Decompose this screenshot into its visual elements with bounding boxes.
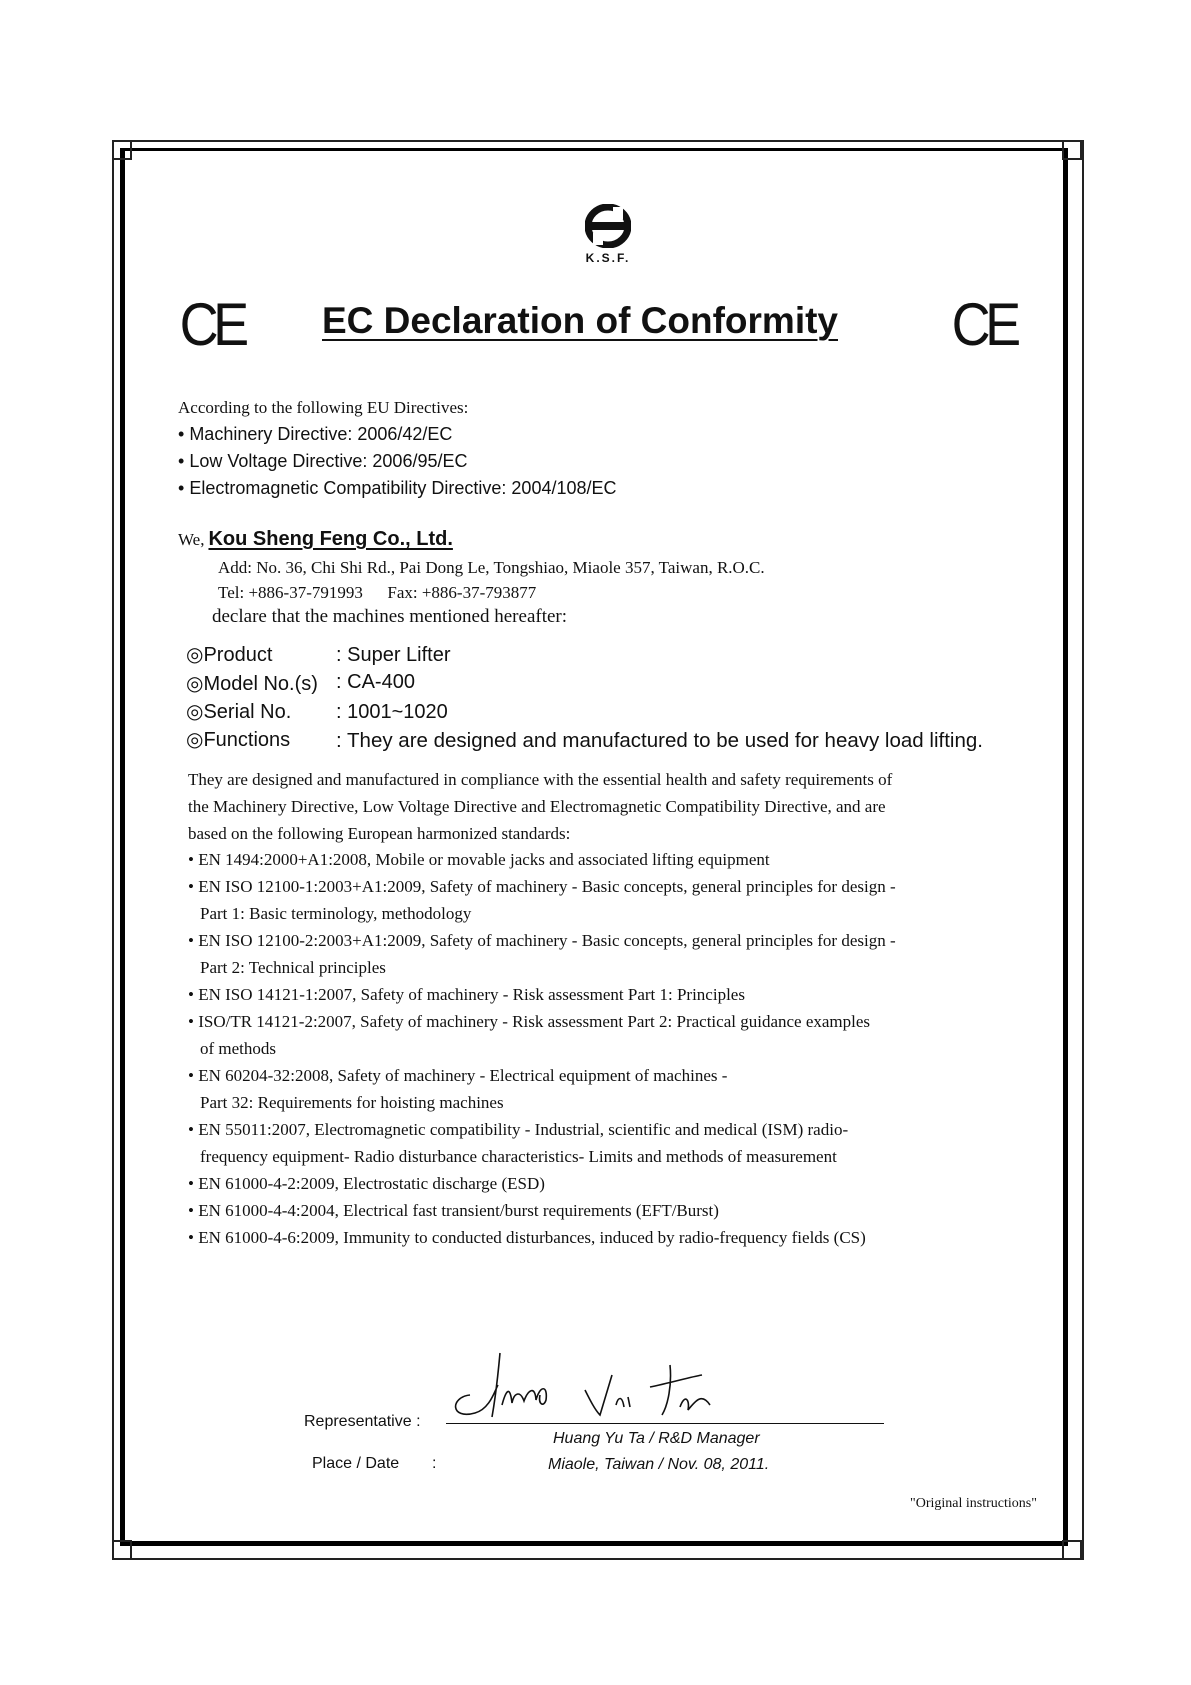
standard-item: • EN 61000-4-6:2009, Immunity to conducted disturbances, induced by radio-frequency fields (CS)	[188, 1228, 866, 1247]
fax-text: Fax: +886-37-793877	[387, 583, 537, 602]
standard-item: • EN ISO 14121-1:2007, Safety of machinery - Risk assessment Part 1: Principles	[188, 985, 745, 1004]
standard-item: • ISO/TR 14121-2:2007, Safety of machinery - Risk assessment Part 2: Practical guidance examples	[188, 1012, 871, 1031]
product-value-text: Super Lifter	[347, 644, 451, 666]
standard-item: • EN 60204-32:2008, Safety of machinery - Electrical equipment of machines -	[188, 1066, 728, 1085]
standard-item-continuation: frequency equipment- Radio disturbance characteristics- Limits and methods of measurement	[200, 1147, 837, 1166]
directive-text: Low Voltage Directive: 2006/95/EC	[189, 451, 468, 471]
standard-item: • EN 61000-4-2:2009, Electrostatic discharge (ESD)	[188, 1174, 545, 1193]
directive-text: Electromagnetic Compatibility Directive: 2004/108/EC	[189, 478, 617, 498]
directive-item: • Electromagnetic Compatibility Directive: 2004/108/EC	[178, 478, 617, 498]
company-logo	[578, 204, 638, 265]
product-label: ◎Product	[186, 644, 273, 666]
standard-item-continuation: Part 32: Requirements for hoisting machines	[200, 1093, 504, 1112]
place-date-colon: :	[432, 1455, 437, 1472]
corner-ornament	[1062, 1540, 1082, 1560]
ce-mark-right: CE	[951, 291, 1016, 358]
standard-item: • EN 1494:2000+A1:2008, Mobile or movable jacks and associated lifting equipment	[188, 850, 770, 869]
directive-item: • Low Voltage Directive: 2006/95/EC	[178, 451, 468, 471]
standard-item: • EN 61000-4-4:2004, Electrical fast transient/burst requirements (EFT/Burst)	[188, 1201, 719, 1220]
representative-label: Representative :	[304, 1413, 421, 1430]
model-value: : CA-400	[336, 671, 415, 693]
standard-item: • EN ISO 12100-2:2003+A1:2009, Safety of machinery - Basic concepts, general principles for design -	[188, 931, 896, 950]
standard-item: • EN ISO 12100-1:2003+A1:2009, Safety of machinery - Basic concepts, general principles for design -	[188, 877, 896, 896]
original-instructions-note: "Original instructions"	[910, 1496, 1037, 1511]
signature-line	[446, 1423, 884, 1424]
signer-name-title: Huang Yu Ta / R&D Manager	[553, 1430, 760, 1447]
declaration-text: declare that the machines mentioned hereafter:	[212, 606, 568, 627]
product-value: : Super Lifter	[336, 644, 451, 666]
standard-item-continuation: of methods	[200, 1039, 277, 1058]
manufacturer-phone	[218, 583, 536, 603]
functions-value-text: They are designed and manufactured to be used for heavy load lifting.	[347, 729, 983, 752]
standards-list	[188, 846, 1058, 1251]
directives-intro: According to the following EU Directives:	[178, 398, 469, 417]
manufacturer-name: Kou Sheng Feng Co., Ltd.	[208, 528, 453, 550]
compliance-line: based on the following European harmonized standards:	[188, 824, 571, 843]
functions-value: : They are designed and manufactured to be used for heavy load lifting.	[336, 729, 983, 752]
page-title: EC Declaration of Conformity	[322, 300, 838, 341]
tel-text: Tel: +886-37-791993	[218, 583, 363, 602]
corner-ornament	[112, 140, 132, 160]
model-label: ◎Model No.(s)	[186, 673, 318, 695]
manufacturer-line	[178, 528, 453, 551]
serial-label: ◎Serial No.	[186, 701, 292, 723]
model-value-text: CA-400	[347, 671, 415, 693]
standard-item: • EN 55011:2007, Electromagnetic compatibility - Industrial, scientific and medical (ISM) radio-	[188, 1120, 849, 1139]
directive-text: Machinery Directive: 2006/42/EC	[189, 424, 453, 444]
place-date-value: Miaole, Taiwan / Nov. 08, 2011.	[548, 1456, 770, 1473]
logo-caption: K.S.F.	[585, 251, 631, 265]
standard-item-continuation: Part 2: Technical principles	[200, 958, 386, 977]
compliance-line: They are designed and manufactured in compliance with the essential health and safety requirements of	[188, 770, 893, 789]
ksf-logo-icon	[585, 204, 631, 248]
serial-value-text: 1001~1020	[347, 701, 448, 723]
manufacturer-address: Add: No. 36, Chi Shi Rd., Pai Dong Le, Tongshiao, Miaole 357, Taiwan, R.O.C.	[218, 558, 765, 577]
corner-ornament	[1062, 140, 1082, 160]
directive-item: • Machinery Directive: 2006/42/EC	[178, 424, 453, 444]
handwritten-signature	[440, 1345, 760, 1420]
functions-label: ◎Functions	[186, 729, 291, 751]
standard-item-continuation: Part 1: Basic terminology, methodology	[200, 904, 472, 923]
place-date-label: Place / Date	[312, 1455, 400, 1472]
compliance-paragraph	[188, 766, 1048, 847]
corner-ornament	[112, 1540, 132, 1560]
ce-mark-left: CE	[179, 291, 244, 358]
we-label: We,	[178, 530, 205, 549]
compliance-line: the Machinery Directive, Low Voltage Directive and Electromagnetic Compatibility Directive, and are	[188, 797, 886, 816]
serial-value: : 1001~1020	[336, 701, 448, 723]
